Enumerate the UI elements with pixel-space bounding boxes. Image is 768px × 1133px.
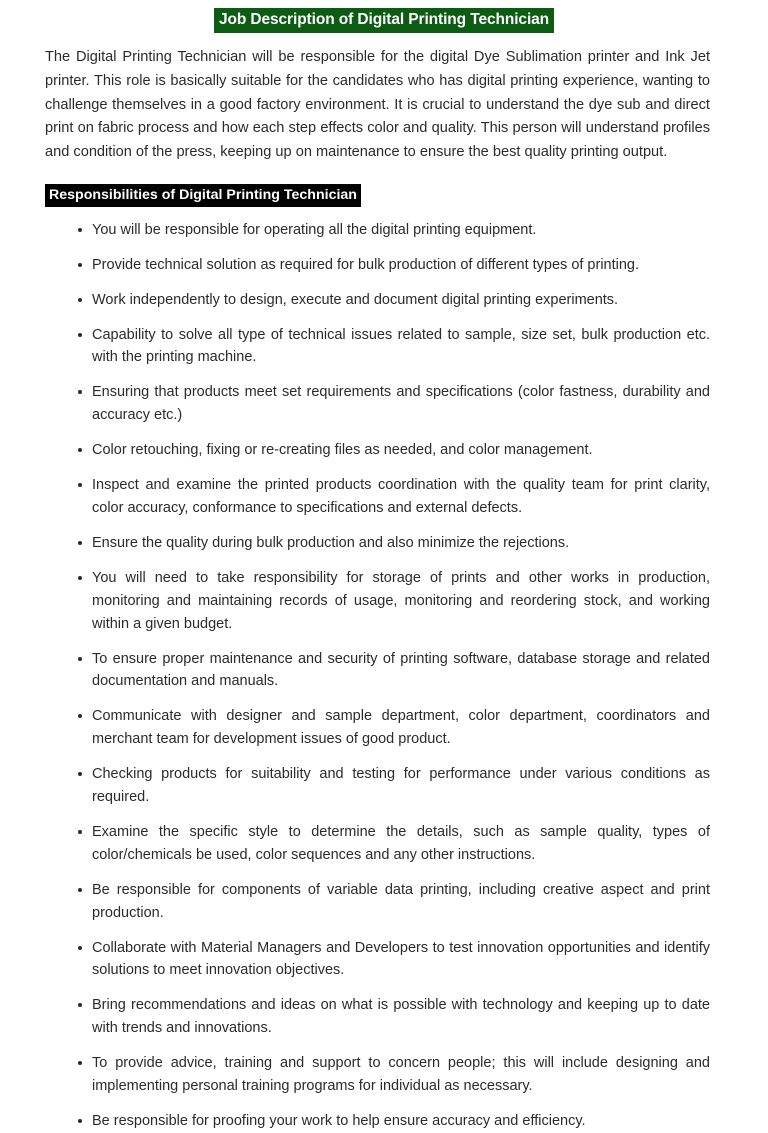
responsibility-list-item: Bring recommendations and ideas on what is possible with technology and keeping up to date with trends and innovations. [0, 994, 710, 1040]
responsibility-list-item: Examine the specific style to determine the details, such as sample quality, types of color/chemicals be used, color sequences and any other instructions. [0, 821, 710, 867]
responsibility-list-item: Ensure the quality during bulk production and also minimize the rejections. [0, 532, 710, 555]
responsibilities-list [0, 219, 710, 1133]
page-title: Job Description of Digital Printing Technician [214, 8, 554, 33]
responsibility-list-item: Be responsible for proofing your work to help ensure accuracy and efficiency. [0, 1110, 710, 1133]
responsibility-list-item: You will need to take responsibility for storage of prints and other works in production, monitoring and maintaining records of usage, monitoring and reordering stock, and working within a given budget. [0, 567, 710, 636]
responsibility-list-item: To provide advice, training and support to concern people; this will include designing and implementing personal training programs for individual as necessary. [0, 1052, 710, 1098]
intro-paragraph: The Digital Printing Technician will be responsible for the digital Dye Sublimation printer and Ink Jet printer. This role is basically suitable for the candidates who has digital printing experience, wanting to challenge themselves in a good factory environment. It is crucial to understand the dye sub and direct print on fabric process and how each step effects color and quality. This person will understand profiles and condition of the press, keeping up on maintenance to ensure the best quality printing output. [45, 49, 710, 161]
responsibility-list-item: Ensuring that products meet set requirements and specifications (color fastness, durability and accuracy etc.) [0, 381, 710, 427]
responsibility-list-item: Work independently to design, execute and document digital printing experiments. [0, 289, 710, 312]
responsibility-list-item: To ensure proper maintenance and security of printing software, database storage and related documentation and manuals. [0, 648, 710, 694]
responsibility-list-item: Capability to solve all type of technical issues related to sample, size set, bulk production etc. with the printing machine. [0, 324, 710, 370]
responsibility-list-item: Checking products for suitability and testing for performance under various conditions as required. [0, 763, 710, 809]
responsibility-list-item: You will be responsible for operating all the digital printing equipment. [0, 219, 710, 242]
responsibility-list-item: Communicate with designer and sample department, color department, coordinators and merchant team for development issues of good product. [0, 705, 710, 751]
section-heading-row [45, 184, 768, 207]
responsibility-list-item: Provide technical solution as required for bulk production of different types of printing. [0, 254, 710, 277]
responsibility-list-item: Collaborate with Material Managers and Developers to test innovation opportunities and identify solutions to meet innovation objectives. [0, 937, 710, 983]
responsibilities-heading: Responsibilities of Digital Printing Technician [45, 184, 361, 207]
responsibility-list-item: Inspect and examine the printed products coordination with the quality team for print clarity, color accuracy, conformance to specifications and external defects. [0, 474, 710, 520]
responsibility-list-item: Color retouching, fixing or re-creating files as needed, and color management. [0, 439, 710, 462]
document-title-row [0, 0, 768, 33]
responsibility-list-item: Be responsible for components of variable data printing, including creative aspect and print production. [0, 879, 710, 925]
